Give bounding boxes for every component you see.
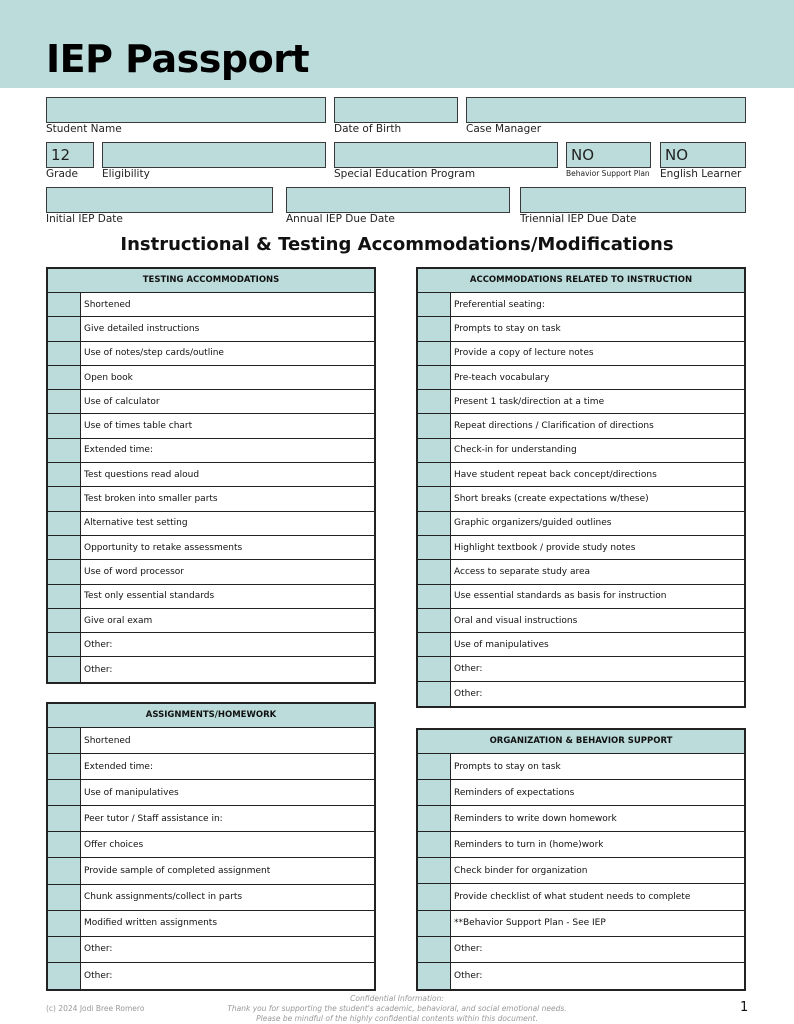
- row-label: Extended time:: [84, 445, 153, 456]
- table-row: [48, 512, 374, 536]
- table-row: [48, 439, 374, 463]
- row-label: Extended time:: [84, 761, 153, 772]
- row-label: Use of times table chart: [84, 421, 193, 432]
- sped-program-field[interactable]: [334, 142, 558, 168]
- checkbox[interactable]: [48, 858, 81, 883]
- row-label: Use of manipulatives: [454, 639, 549, 650]
- row-label: Use of word processor: [84, 566, 184, 577]
- row-label: Access to separate study area: [454, 566, 591, 577]
- row-label: Chunk assignments/collect in parts: [84, 892, 243, 903]
- table-row: [418, 780, 744, 806]
- initial-iep-label: Initial IEP Date: [46, 213, 123, 225]
- row-label: Reminders to turn in (home)work: [454, 839, 604, 850]
- checkbox[interactable]: [418, 911, 451, 936]
- checkbox[interactable]: [418, 439, 451, 462]
- table-row: [48, 342, 374, 366]
- table-row: [48, 293, 374, 317]
- table-row: [48, 780, 374, 806]
- row-label: Use of calculator: [84, 396, 160, 407]
- footer-note-line: Thank you for supporting the student's academic, behavioral, and social emotional needs.: [227, 1004, 567, 1013]
- checkbox[interactable]: [418, 780, 451, 805]
- footer-copyright: (c) 2024 Jodi Bree Romero: [46, 1004, 145, 1013]
- sped-program-label: Special Education Program: [334, 168, 476, 180]
- row-label: Give detailed instructions: [84, 323, 200, 334]
- row-label: **Behavior Support Plan - See IEP: [454, 918, 606, 929]
- checkbox[interactable]: [418, 536, 451, 559]
- row-label: Oral and visual instructions: [454, 615, 578, 626]
- table-row: [418, 487, 744, 511]
- assignments-homework-table: [46, 702, 376, 991]
- page-number: 1: [740, 1000, 749, 1015]
- table-row: [48, 937, 374, 963]
- table-row: [48, 609, 374, 633]
- row-label: Have student repeat back concept/directions: [454, 469, 657, 480]
- table-row: [418, 366, 744, 390]
- table-row: [48, 858, 374, 884]
- checkbox[interactable]: [48, 806, 81, 831]
- checkbox[interactable]: [48, 657, 81, 681]
- table-row: [418, 560, 744, 584]
- student-name-label: Student Name: [46, 123, 122, 135]
- row-label: Preferential seating:: [454, 299, 545, 310]
- table-row: [48, 585, 374, 609]
- table-row: [418, 858, 744, 884]
- table-row: [48, 390, 374, 414]
- checkbox[interactable]: [48, 293, 81, 316]
- checkbox[interactable]: [48, 609, 81, 632]
- checkbox[interactable]: [48, 560, 81, 583]
- table-row: [418, 633, 744, 657]
- table-row: [418, 911, 744, 937]
- table-row: [48, 366, 374, 390]
- checkbox[interactable]: [48, 911, 81, 936]
- row-label: Other:: [84, 639, 113, 650]
- checkbox[interactable]: [48, 885, 81, 910]
- checkbox[interactable]: [48, 728, 81, 753]
- table-row: [418, 754, 744, 780]
- eligibility-field[interactable]: [102, 142, 326, 168]
- section-heading: Instructional & Testing Accommodations/Modifications: [120, 234, 674, 255]
- behavior-plan-field[interactable]: NO: [566, 142, 651, 168]
- row-label: Other:: [454, 664, 483, 675]
- table-row: [418, 463, 744, 487]
- row-label: Prompts to stay on task: [454, 761, 561, 772]
- checkbox[interactable]: [418, 512, 451, 535]
- checkbox[interactable]: [418, 609, 451, 632]
- checkbox[interactable]: [48, 317, 81, 340]
- table-header: ASSIGNMENTS/HOMEWORK: [48, 704, 374, 728]
- checkbox[interactable]: [48, 937, 81, 962]
- row-label: Prompts to stay on task: [454, 323, 561, 334]
- table-row: [48, 911, 374, 937]
- table-row: [48, 754, 374, 780]
- row-label: Reminders to write down homework: [454, 813, 617, 824]
- checkbox[interactable]: [48, 832, 81, 857]
- grade-field[interactable]: 12: [46, 142, 94, 168]
- row-label: Offer choices: [84, 839, 144, 850]
- table-row: [418, 884, 744, 910]
- checkbox[interactable]: [48, 439, 81, 462]
- table-row: [418, 317, 744, 341]
- row-label: Shortened: [84, 299, 131, 310]
- table-row: [418, 390, 744, 414]
- row-label: Modified written assignments: [84, 918, 218, 929]
- row-label: Use of manipulatives: [84, 787, 179, 798]
- table-row: [418, 512, 744, 536]
- checkbox[interactable]: [418, 858, 451, 883]
- row-label: Test questions read aloud: [84, 469, 200, 480]
- table-row: [48, 414, 374, 438]
- annual-iep-field[interactable]: [286, 187, 510, 213]
- checkbox[interactable]: [418, 366, 451, 389]
- checkbox[interactable]: [418, 657, 451, 680]
- row-label: Provide sample of completed assignment: [84, 866, 271, 877]
- footer-confidential-note: [200, 994, 594, 1024]
- checkbox[interactable]: [48, 463, 81, 486]
- row-label: Provide a copy of lecture notes: [454, 348, 594, 359]
- checkbox[interactable]: [418, 390, 451, 413]
- table-row: [48, 728, 374, 754]
- row-label: Opportunity to retake assessments: [84, 542, 243, 553]
- checkbox[interactable]: [48, 487, 81, 510]
- table-row: [48, 885, 374, 911]
- row-label: Give oral exam: [84, 615, 153, 626]
- checkbox[interactable]: [418, 293, 451, 316]
- row-label: Other:: [454, 944, 483, 955]
- row-label: Reminders of expectations: [454, 787, 575, 798]
- checkbox[interactable]: [48, 963, 81, 989]
- checkbox[interactable]: [48, 366, 81, 389]
- row-label: Other:: [454, 688, 483, 699]
- checkbox[interactable]: [48, 754, 81, 779]
- checkbox[interactable]: [418, 682, 451, 706]
- behavior-plan-label: Behavior Support Plan: [566, 169, 650, 178]
- checkbox[interactable]: [418, 414, 451, 437]
- row-label: Open book: [84, 372, 133, 383]
- checkbox[interactable]: [48, 780, 81, 805]
- checkbox[interactable]: [418, 633, 451, 656]
- checkbox[interactable]: [48, 633, 81, 656]
- checkbox[interactable]: [48, 512, 81, 535]
- row-label: Alternative test setting: [84, 518, 188, 529]
- date-of-birth-field[interactable]: [334, 97, 458, 123]
- row-label: Provide checklist of what student needs to complete: [454, 892, 691, 903]
- row-label: Other:: [84, 664, 113, 675]
- table-row: [48, 633, 374, 657]
- initial-iep-field[interactable]: [46, 187, 273, 213]
- table-row: [48, 487, 374, 511]
- student-name-field[interactable]: [46, 97, 326, 123]
- table-row: [418, 682, 744, 706]
- checkbox[interactable]: [48, 390, 81, 413]
- table-row: [48, 560, 374, 584]
- table-row: [418, 536, 744, 560]
- table-row: [48, 536, 374, 560]
- checkbox[interactable]: [418, 560, 451, 583]
- annual-iep-label: Annual IEP Due Date: [286, 213, 395, 225]
- table-header: ORGANIZATION & BEHAVIOR SUPPORT: [418, 730, 744, 754]
- eligibility-label: Eligibility: [102, 168, 150, 180]
- organization-behavior-table: [416, 728, 746, 991]
- checkbox[interactable]: [48, 536, 81, 559]
- english-learner-label: English Learner: [660, 168, 742, 180]
- checkbox[interactable]: [418, 806, 451, 831]
- table-row: [418, 414, 744, 438]
- row-label: Use essential standards as basis for instruction: [454, 591, 667, 602]
- table-row: [48, 317, 374, 341]
- row-label: Repeat directions / Clarification of directions: [454, 421, 654, 432]
- table-row: [418, 585, 744, 609]
- footer-note-line: Confidential Information:: [350, 994, 444, 1003]
- row-label: Highlight textbook / provide study notes: [454, 542, 636, 553]
- row-label: Peer tutor / Staff assistance in:: [84, 813, 223, 824]
- checkbox[interactable]: [418, 463, 451, 486]
- table-row: [418, 342, 744, 366]
- triennial-iep-field[interactable]: [520, 187, 746, 213]
- table-row: [48, 963, 374, 989]
- triennial-iep-label: Triennial IEP Due Date: [520, 213, 637, 225]
- row-label: Present 1 task/direction at a time: [454, 396, 605, 407]
- table-row: [418, 439, 744, 463]
- checkbox[interactable]: [48, 414, 81, 437]
- date-of-birth-label: Date of Birth: [334, 123, 402, 135]
- row-label: Shortened: [84, 735, 131, 746]
- table-row: [48, 806, 374, 832]
- page-title: IEP Passport: [46, 37, 310, 81]
- checkbox[interactable]: [418, 317, 451, 340]
- row-label: Check-in for understanding: [454, 445, 577, 456]
- case-manager-label: Case Manager: [466, 123, 542, 135]
- checkbox[interactable]: [418, 963, 451, 989]
- case-manager-field[interactable]: [466, 97, 746, 123]
- row-label: Test only essential standards: [84, 591, 215, 602]
- checkbox[interactable]: [418, 487, 451, 510]
- row-label: Pre-teach vocabulary: [454, 372, 550, 383]
- row-label: Short breaks (create expectations w/these): [454, 494, 649, 505]
- table-row: [48, 463, 374, 487]
- checkbox[interactable]: [418, 342, 451, 365]
- row-label: Check binder for organization: [454, 865, 588, 876]
- checkbox[interactable]: [48, 585, 81, 608]
- table-row: [418, 609, 744, 633]
- row-label: Other:: [454, 970, 483, 981]
- row-label: Other:: [84, 944, 113, 955]
- checkbox[interactable]: [418, 884, 451, 909]
- checkbox[interactable]: [418, 937, 451, 962]
- english-learner-field[interactable]: NO: [660, 142, 746, 168]
- testing-accommodations-table: [46, 267, 376, 684]
- checkbox[interactable]: [418, 585, 451, 608]
- table-row: [48, 657, 374, 681]
- row-label: Other:: [84, 970, 113, 981]
- table-header: TESTING ACCOMMODATIONS: [48, 269, 374, 293]
- table-header: ACCOMMODATIONS RELATED TO INSTRUCTION: [418, 269, 744, 293]
- grade-label: Grade: [46, 168, 79, 180]
- checkbox[interactable]: [48, 342, 81, 365]
- row-label: Graphic organizers/guided outlines: [454, 518, 612, 529]
- checkbox[interactable]: [418, 832, 451, 857]
- table-row: [418, 293, 744, 317]
- table-row: [418, 657, 744, 681]
- table-row: [418, 806, 744, 832]
- row-label: Test broken into smaller parts: [84, 494, 218, 505]
- table-row: [418, 832, 744, 858]
- table-row: [418, 963, 744, 989]
- instruction-accommodations-table: [416, 267, 746, 708]
- footer-note-line: Please be mindful of the highly confidential contents within this document.: [256, 1014, 538, 1023]
- row-label: Use of notes/step cards/outline: [84, 348, 224, 359]
- checkbox[interactable]: [418, 754, 451, 779]
- table-row: [48, 832, 374, 858]
- table-row: [418, 937, 744, 963]
